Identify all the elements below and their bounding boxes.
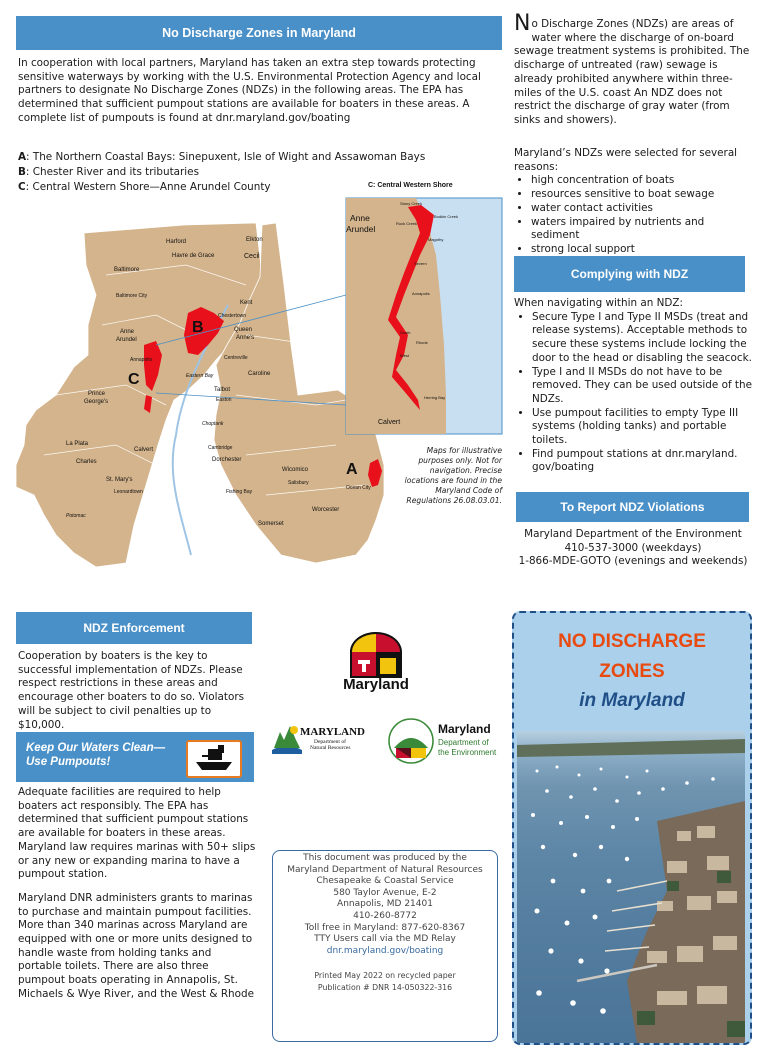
cover-title-line1: NO DISCHARGE — [558, 631, 706, 652]
map-label-arundel: Arundel — [116, 337, 137, 343]
production-line: Annapolis, MD 21401 — [337, 899, 433, 910]
production-line: This document was produced by the — [303, 853, 467, 863]
map-label-prince: Prince — [88, 391, 106, 397]
map-disclaimer: Maps for illustrative purposes only. Not for navigation. Precise locations are found in the Maryland Code of Regulations 26.08.03.01. — [404, 446, 502, 505]
map-label-potomac: Potomac — [66, 513, 86, 519]
maryland-logo — [330, 632, 422, 694]
map-label-somerset: Somerset — [258, 521, 284, 527]
report-phone: 410-537-3000 (weekdays) — [564, 541, 702, 554]
production-line: Maryland Department of Natural Resources — [287, 864, 483, 875]
inset-label-rock-creek: Rock Creek — [396, 221, 417, 226]
report-title: To Report NDZ Violations — [560, 500, 705, 514]
enforcement-title: NDZ Enforcement — [83, 621, 185, 635]
map-label-easton: Easton — [216, 397, 232, 403]
inset-label-annapolis: Annapolis — [412, 291, 430, 296]
map-label-harford: Harford — [166, 239, 187, 245]
dropcap: N — [514, 11, 531, 36]
page-title-bar — [16, 16, 502, 50]
pumpout-icon — [186, 740, 242, 778]
inset-label-south: South — [400, 330, 411, 335]
maryland-flag-icon — [330, 632, 422, 678]
map-label-annes: Anne's — [236, 335, 255, 341]
zone-a: A: The Northern Coastal Bays: Sinepuxent, Isle of Wight and Assawoman Bays — [18, 151, 426, 163]
complying-section — [514, 297, 754, 475]
map-label-georges: George's — [84, 399, 109, 405]
map-label-anne: Anne — [120, 329, 135, 335]
production-info-box — [272, 850, 498, 1042]
report-title-bar — [516, 492, 749, 522]
complying-item: • Find pumpout stations at dnr.maryland. gov/boating — [532, 448, 754, 475]
map-label-ocean-city: Ocean City — [346, 485, 371, 491]
mde-logo-name: Maryland — [438, 722, 491, 736]
production-line: TTY Users call via the MD Relay — [314, 934, 456, 945]
dnr-logo-sub1: Department of — [314, 739, 346, 745]
reason-item: • water contact activities — [531, 202, 754, 216]
reason-item: • strong local support — [531, 243, 754, 257]
complying-list — [514, 311, 754, 475]
inset-label-anne: Anne — [350, 213, 370, 223]
map-label-worcester: Worcester — [312, 507, 340, 513]
map-label-caroline: Caroline — [248, 371, 271, 377]
cover-subtitle: in Maryland — [579, 690, 685, 711]
complying-item: • Secure Type I and Type II MSDs (treat and release systems). Acceptable methods to secure these systems include locking the door to the head or disabling the seacock. — [532, 311, 754, 366]
reasons-intro: Maryland’s NDZs were selected for several reasons: — [514, 147, 738, 173]
enforcement-title-bar — [16, 612, 252, 644]
zone-b: B: Chester River and its tributaries — [18, 166, 199, 179]
map-label-kent: Kent — [240, 300, 253, 306]
map-label-salisbury: Salisbury — [288, 480, 309, 486]
map-label-cecil: Cecil — [244, 253, 260, 260]
dnr-logo — [270, 722, 382, 756]
map-label-baltimore-city: Baltimore City — [116, 293, 148, 299]
dnr-emblem-icon — [270, 722, 304, 754]
map-label-fishing-bay: Fishing Bay — [226, 489, 253, 495]
map-label-leonardtown: Leonardtown — [114, 489, 143, 495]
inset-label-west: West — [400, 353, 410, 358]
reason-item: • resources sensitive to boat sewage — [531, 188, 754, 202]
ndz-definition: No Discharge Zones (NDZs) are areas of water where the discharge of on-board sewage treatment systems is prohibited. The discharge of untreated (raw) sewage is already prohibited anywhere within three-miles of the U.S. coast An NDZ does not restrict the discharge of gray water (from sinks and showers). — [514, 11, 750, 126]
map-label-dorchester: Dorchester — [212, 457, 242, 463]
inset-label-arundel: Arundel — [346, 224, 376, 234]
map-label-la-plata: La Plata — [66, 441, 89, 447]
map-label-elkton: Elkton — [246, 237, 263, 243]
inset-label-bodkin-creek: Bodkin Creek — [434, 214, 459, 219]
inset-label-rhode: Rhode — [416, 340, 428, 345]
map-letter-c: C — [128, 371, 140, 388]
production-line: 410-260-8772 — [353, 910, 417, 921]
pumpout-paragraph: Maryland DNR administers grants to marinas to purchase and maintain pumpout facilities. More than 340 marinas across Maryland are equipped with one or more units designed to handle waste from holding tanks and portable toilets. There are also three pumpout boats operating in Annapolis, St. Michaels & Wye River, and the West & Rhode — [18, 891, 254, 1000]
report-phone-evening: 1-866-MDE-GOTO (evenings and weekends) — [518, 555, 748, 568]
mde-logo-sub1: Department of — [438, 738, 489, 747]
mde-logo-sub2: the Environment — [438, 748, 497, 757]
complying-title: Complying with NDZ — [570, 267, 689, 281]
map-label-wicomico: Wicomico — [282, 467, 309, 473]
report-agency: Maryland Department of the Environment — [524, 528, 742, 540]
map-letter-a: A — [346, 461, 358, 478]
map-label-cambridge: Cambridge — [208, 445, 233, 451]
map-label-st-marys: St. Mary's — [106, 477, 133, 483]
map-label-chestertown: Chestertown — [218, 313, 247, 319]
pumpout-title-bar — [16, 732, 254, 782]
map-label-baltimore: Baltimore — [114, 267, 140, 273]
pumpout-paragraph: Adequate facilities are required to help boaters act responsibly. The EPA has determined that sufficient pumpout stations are available for boaters in these areas. Maryland law requires marinas with 50+ slips or any new or expanding marina to have a pumpout station. — [18, 786, 256, 881]
cover-title-line2: ZONES — [599, 661, 665, 682]
map-label-charles: Charles — [76, 459, 97, 465]
complying-item: • Use pumpout facilities to empty Type III systems (holding tanks) and portable toilets. — [532, 407, 754, 448]
dnr-logo-sub2: Natural Resources — [310, 745, 351, 751]
production-line: 580 Taylor Avenue, E-2 — [333, 887, 437, 898]
pumpout-title: Keep Our Waters Clean— Use Pumpouts! — [26, 742, 166, 768]
inset-label-herring-bay: Herring Bay — [424, 395, 446, 400]
zone-c: C: Central Western Shore—Anne Arundel County — [18, 181, 271, 194]
map-label-choptank: Choptank — [202, 421, 224, 427]
reason-item: • waters impaired by nutrients and sediment — [531, 216, 754, 243]
inset-label-stony-creek: Stony Creek — [400, 201, 423, 206]
production-url-link[interactable]: dnr.maryland.gov/boating — [326, 945, 444, 956]
inset-label-severn: Severn — [414, 261, 427, 266]
map-label-eastern-bay: Eastern Bay — [186, 373, 214, 379]
map-label-queen: Queen — [234, 327, 253, 333]
reasons-list — [514, 174, 754, 256]
inset-title: C: Central Western Shore — [368, 182, 453, 189]
publication-number: Publication # DNR 14-050322-316 — [317, 982, 453, 992]
maryland-logo-text: Maryland — [343, 676, 409, 693]
mde-emblem-icon — [388, 718, 434, 764]
intro-text: In cooperation with local partners, Maryland has taken an extra step towards protecting sensitive waterways by working with the U.S. Environmental Protection Agency and local partners to designate No Discharge Zones (NDZs) in the following areas. The EPA has determined that sufficient pumpout stations are available for boaters in these areas. A complete list of pumpouts is found at dnr.maryland.gov/boating — [18, 57, 481, 124]
dnr-logo-name: MARYLAND — [300, 726, 365, 738]
cover-panel — [512, 611, 752, 1045]
inset-label-calvert: Calvert — [378, 419, 401, 426]
map-graphic — [16, 195, 506, 573]
page-title: No Discharge Zones in Maryland — [162, 26, 356, 40]
complying-item: • Type I and II MSDs do not have to be removed. They can be used outside of the NDZs. — [532, 366, 754, 407]
report-contact — [510, 528, 756, 569]
map-label-calvert: Calvert — [134, 447, 154, 453]
production-line: Toll free in Maryland: 877-620-8367 — [304, 922, 466, 933]
map-label-annapolis: Annapolis — [130, 357, 152, 363]
pumpout-section — [18, 786, 256, 1012]
production-line: Chesapeake & Coastal Service — [316, 876, 454, 887]
map-label-centreville: Centreville — [224, 355, 248, 361]
inset-label-magothy: Magothy — [428, 237, 444, 242]
complying-intro: When navigating within an NDZ: — [514, 297, 684, 309]
reason-item: • high concentration of boats — [531, 174, 754, 188]
cover-harbor-photo — [517, 731, 745, 1043]
map-letter-b: B — [192, 319, 204, 336]
complying-title-bar — [514, 256, 745, 292]
enforcement-text: Cooperation by boaters is the key to successful implementation of NDZs. Please respect restrictions in these areas and encourage other boaters to do so. Violators will be subject to civil penalties up to $10,000. — [18, 650, 245, 731]
mde-logo — [388, 718, 500, 766]
map-label-talbot: Talbot — [214, 387, 231, 393]
printed-note: Printed May 2022 on recycled paper — [314, 971, 456, 981]
map-label-havre: Havre de Grace — [172, 253, 215, 259]
reasons-section — [514, 147, 754, 257]
